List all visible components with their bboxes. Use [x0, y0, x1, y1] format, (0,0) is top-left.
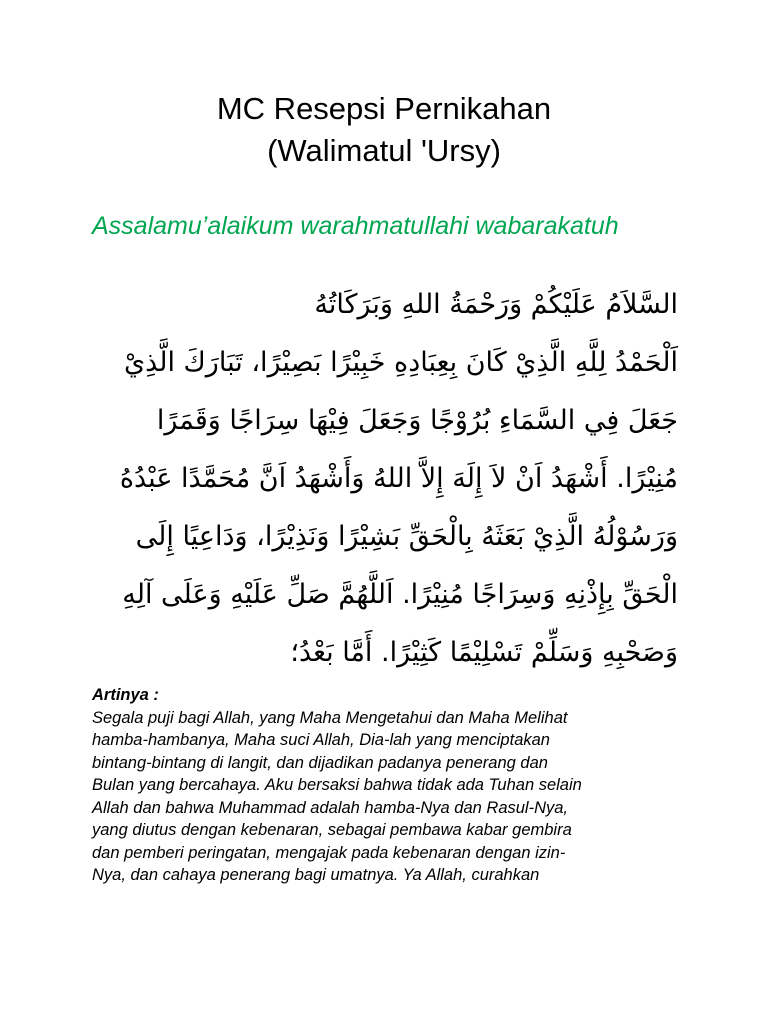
title-line-2: (Walimatul 'Ursy)	[267, 133, 501, 168]
arabic-line: اَلْحَمْدُ لِلَّهِ الَّذِيْ كَانَ بِعِبَادِهِ خَبِيْرًا بَصِيْرًا، تَبَارَكَ الَّذِيْ	[123, 347, 678, 378]
title-line-1: MC Resepsi Pernikahan	[216, 91, 552, 126]
translation-line: Segala puji bagi Allah, yang Maha Mengetahui dan Maha Melihat	[92, 708, 568, 727]
translation-line: bintang-bintang di langit, dan dijadikan padanya penerang dan	[92, 753, 548, 772]
translation-line: Bulan yang bercahaya. Aku bersaksi bahwa tidak ada Tuhan selain	[92, 776, 582, 794]
arabic-line: جَعَلَ فِي السَّمَاءِ بُرُوْجًا وَجَعَلَ فِيْهَا سِرَاجًا وَقَمَرًا	[156, 405, 678, 436]
arabic-line: السَّلاَمُ عَلَيْكُمْ وَرَحْمَةُ اللهِ وَبَرَكَاتُهُ	[314, 289, 678, 320]
arabic-prayer-block	[90, 276, 678, 682]
translation-heading: Artinya :	[92, 686, 159, 704]
translation-line: yang diutus dengan kebenaran, sebagai pembawa kabar gembira	[92, 821, 572, 839]
translation-line: Allah dan bahwa Muhammad adalah hamba-Nya dan Rasul-Nya,	[92, 798, 569, 817]
arabic-line: الْحَقِّ بِإِذْنِهِ وَسِرَاجًا مُنِيْرًا. اَللَّهُمَّ صَلِّ عَلَيْهِ وَعَلَى آلِهِ	[122, 579, 678, 610]
translation-block	[92, 684, 692, 887]
translation-line: Nya, dan cahaya penerang bagi umatnya. Ya Allah, curahkan	[92, 866, 540, 884]
arabic-line: وَرَسُوْلُهُ الَّذِيْ بَعَثَهُ بِالْحَقِّ بَشِيْرًا وَنَذِيْرًا، وَدَاعِيًا إِلَى	[135, 521, 678, 552]
arabic-line: مُنِيْرًا. أَشْهَدُ اَنْ لاَ إِلَهَ إِلاَّ اللهُ وَأَشْهَدُ اَنَّ مُحَمَّدًا عَبْدُهُ	[119, 463, 678, 494]
greeting-text: Assalamu’alaikum warahmatullahi wabarakatuh	[92, 212, 619, 240]
arabic-line: وَصَحْبِهِ وَسَلِّمْ تَسْلِيْمًا كَثِيْرًا. أَمَّا بَعْدُ؛	[290, 637, 678, 668]
translation-line: dan pemberi peringatan, mengajak pada kebenaran dengan izin-	[92, 843, 566, 862]
page-title	[0, 88, 768, 172]
translation-line: hamba-hambanya, Maha suci Allah, Dia-lah yang menciptakan	[92, 731, 550, 749]
